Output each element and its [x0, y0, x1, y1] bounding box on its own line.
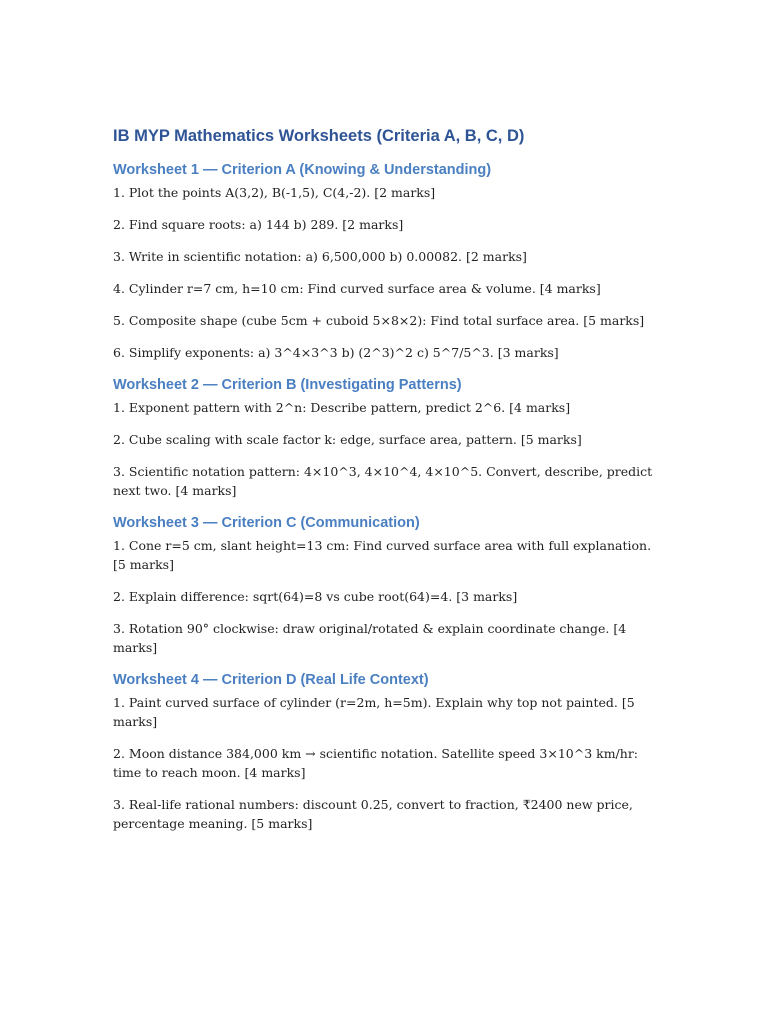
question-item: 1. Exponent pattern with 2^n: Describe pattern, predict 2^6. [4 marks] [113, 400, 571, 415]
question-item: 3. Rotation 90° clockwise: draw original/rotated & explain coordinate change. [4 marks] [113, 621, 627, 655]
question-item: 4. Cylinder r=7 cm, h=10 cm: Find curved surface area & volume. [4 marks] [113, 281, 601, 296]
question-item: 2. Explain difference: sqrt(64)=8 vs cube root(64)=4. [3 marks] [113, 589, 518, 604]
worksheet-heading: Worksheet 4 — Criterion D (Real Life Context) [113, 672, 429, 688]
question-item: 2. Moon distance 384,000 km → scientific notation. Satellite speed 3×10^3 km/hr: time to reach moon. [4 marks] [113, 746, 639, 780]
worksheet-4 [113, 670, 658, 833]
worksheet-heading: Worksheet 2 — Criterion B (Investigating Patterns) [113, 377, 462, 393]
question-item: 3. Scientific notation pattern: 4×10^3, 4×10^4, 4×10^5. Convert, describe, predict next two. [4 marks] [113, 464, 653, 498]
question-item: 1. Paint curved surface of cylinder (r=2m, h=5m). Explain why top not painted. [5 marks] [113, 695, 635, 729]
question-item: 3. Real-life rational numbers: discount 0.25, convert to fraction, ₹2400 new price, percentage meaning. [5 marks] [113, 797, 633, 831]
question-item: 6. Simplify exponents: a) 3^4×3^3 b) (2^3)^2 c) 5^7/5^3. [3 marks] [113, 345, 559, 360]
document-page [113, 126, 658, 846]
worksheet-heading: Worksheet 1 — Criterion A (Knowing & Understanding) [113, 162, 492, 178]
question-item: 2. Cube scaling with scale factor k: edge, surface area, pattern. [5 marks] [113, 432, 582, 447]
question-item: 1. Plot the points A(3,2), B(-1,5), C(4,-2). [2 marks] [113, 185, 436, 200]
question-item: 5. Composite shape (cube 5cm + cuboid 5×8×2): Find total surface area. [5 marks] [113, 313, 645, 328]
worksheet-3 [113, 513, 658, 657]
question-item: 2. Find square roots: a) 144 b) 289. [2 marks] [113, 217, 404, 232]
question-item: 3. Write in scientific notation: a) 6,500,000 b) 0.00082. [2 marks] [113, 249, 527, 264]
document-title: IB MYP Mathematics Worksheets (Criteria A, B, C, D) [113, 127, 525, 145]
worksheet-2 [113, 375, 658, 500]
question-item: 1. Cone r=5 cm, slant height=13 cm: Find curved surface area with full explanation. [5 marks] [113, 538, 652, 572]
worksheet-1 [113, 160, 658, 362]
worksheet-heading: Worksheet 3 — Criterion C (Communication) [113, 515, 420, 531]
